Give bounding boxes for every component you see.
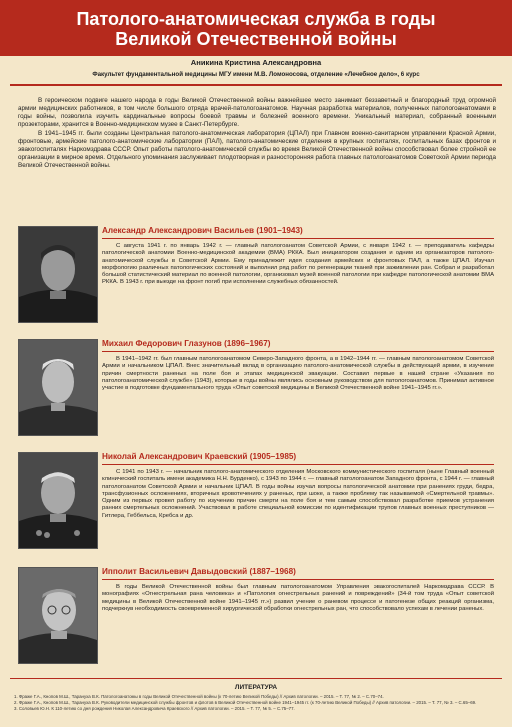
title-line-2: Великой Отечественной войны [115, 29, 397, 49]
title-line-1: Патолого-анатомическая служба в годы [76, 9, 436, 29]
literature-item: 2. Фраже Г.А., Кнопов М.Ш., Тарануха В.К. Руководители медицинской службы фронтов и флотов в Великой Отечественной войне 1941–1945 гг. (к 70-летию Великой Победы) // Архив патологии. – 2015. – Т. 77, № 3. – С.65–69. [14, 700, 477, 705]
bio-name: Александр Александрович Васильев (1901–1943) [102, 226, 303, 235]
portrait-photo [18, 339, 98, 436]
intro-section [18, 97, 496, 171]
bio-text: С августа 1941 г. по январь 1942 г. — главный патологоанатом Советской Армии, с января 1942 г. — преподаватель кафедры патологической анатомии Военно-медицинской академии (ВМА) РККА. Был инициатором создания и одним из организаторов патолого-анатомической службы в Советской Армии. Ему принадлежит идея создания армейских и фронтовых ПАЛ, а также ЦПАЛ. Изучал морфологию различных патологических состояний и выполнил ряд работ по регенерации тканей при заживлении ран. Собрал и разработал большой статистический материал по военной патологии, организовал музей военной патологии при кафедре патологической анатомии ВМА РККА. В 1943 г. при выезде на фронт погиб при исполнении служебных обязанностей. [102, 243, 494, 286]
literature-item: 3. Соловьев Ю.Н. К 110-летию со дня рождения Николая Александровича Краевского // Архив патологии. – 2015. – Т. 77, № 5. – С.75–77. [14, 706, 295, 711]
divider [10, 84, 502, 86]
name-underline [102, 238, 494, 239]
bio-name: Михаил Федорович Глазунов (1896–1967) [102, 339, 271, 348]
bio-name: Ипполит Васильевич Давыдовский (1887–1968) [102, 567, 296, 576]
name-underline [102, 351, 494, 352]
bio-name: Николай Александрович Краевский (1905–1985) [102, 452, 297, 461]
title-banner [0, 0, 512, 56]
name-underline [102, 464, 494, 465]
literature-list [14, 694, 502, 712]
intro-paragraph-2: В 1941–1945 гг. были созданы Центральная патолого-анатомическая лаборатория (ЦПАЛ) при Главном военно-санитарном управлении Красной Армии, фронтовые, армейские патолого-анатомические лаборатории (ПАЛ), патолого-анатомические отделения в крупных госпиталях, госпитальных базах фронтов и эвакогоспиталях Наркомздрава СССР. Опыт работы патолого-анатомической службы во время Великой Отечественной войны способствовал более стройной ее организации в мирное время. Отдельного упоминания заслуживает плодотворная и разносторонняя работа главных патологоанатомов Советской Армии периода Великой Отечественной войны. [18, 130, 496, 169]
affiliation: Факультет фундаментальной медицины МГУ имени М.В. Ломоносова, отделение «Лечебное дело», 6 курс [92, 71, 420, 78]
name-underline [102, 579, 494, 580]
intro-paragraph-1: В героическом подвиге нашего народа в годы Великой Отечественной войны важнейшее место занимает беззаветный и благородный труд огромной армии медицинских работников, в том числе большого отряда врачей-патологоанатомов. Научная разработка материалов, полученных патологоанатомами в годы войны, позволила изучить кардинальные вопросы боевой травмы и болезней военного времени. Уникальный материал, собранный военными прозекторами, хранится в Военно-медицинском музее в Санкт-Петербурге. [18, 97, 496, 128]
bio-text: В годы Великой Отечественной войны был главным патологоанатомом Управления эвакогоспиталей Наркомздрава СССР. В монографиях «Огнестрельная рана человека» и «Патология огнестрельных ранений и повреждений» (34-й том труда «Опыт советской медицины в Великой Отечественной войне 1941–1945 гг.») развил учение о раневом процессе и патогенезе общих реакций организма, подчеркнув необходимость своевременной хирургической обработки огнестрельных ран, что способствовало успехам в лечении раненых. [102, 584, 494, 612]
bio-text: С 1941 по 1943 г. — начальник патолого-анатомического отделения Московского коммунистического госпиталя (ныне Главный военный клинический госпиталь имени академика Н.Н. Бурденко), с 1943 по 1944 г. — главный патологоанатом Западного фронта, с 1944 г. — главный патологоанатом Советской Армии и начальник ЦПАЛ. В годы войны изучал вопросы патологической анатомии при ранениях груди, бедра, трансфузионных осложнениях, вторичных кровотечениях у раненых, при шоке, а также проблему так называемой «Смертельной травмы». Одним из первых провел работу по изучению причин смерти на поле боя и тем самым способствовал разработке приемов устранения ранних смертельных осложнений. Участвовал в работе специальной комиссии по идентификации трупов главных военных преступников — Гитлера, Геббельса, Кребса и др. [102, 469, 494, 519]
portrait-photo [18, 567, 98, 664]
divider [10, 678, 502, 679]
author-name: Аникина Кристина Александровна [190, 58, 322, 67]
bio-text: В 1941–1942 гг. был главным патологоанатомом Северо-Западного фронта, а в 1942–1944 гг. — главным патологоанатомом Советской Армии и начальником ЦПАЛ. Внес значительный вклад в организацию патолого-анатомической службы в действующей армии, в изучение причин смертности раненых на поле боя и этапах медицинской эвакуации. Составил первые в нашей стране «Указания по патологоанатомической службе» (1943), которые в годы войны являлись основным руководством для патологоанатомов. Принимал активное участие в подготовке фундаментального труда «Опыт советской медицины в Великой Отечественной войне 1941–1945 гг.». [102, 356, 494, 392]
portrait-photo [18, 452, 98, 549]
portrait-photo [18, 226, 98, 323]
literature-title: ЛИТЕРАТУРА [234, 684, 278, 691]
literature-item: 1. Фраже Г.А., Кнопов М.Ш., Тарануха В.К. Патологоанатомы в годы Великой Отечественной войны (к 70-летию Великой Победы) // Архив патологии. – 2015. – Т. 77, № 2. – С.70–74. [14, 694, 384, 699]
